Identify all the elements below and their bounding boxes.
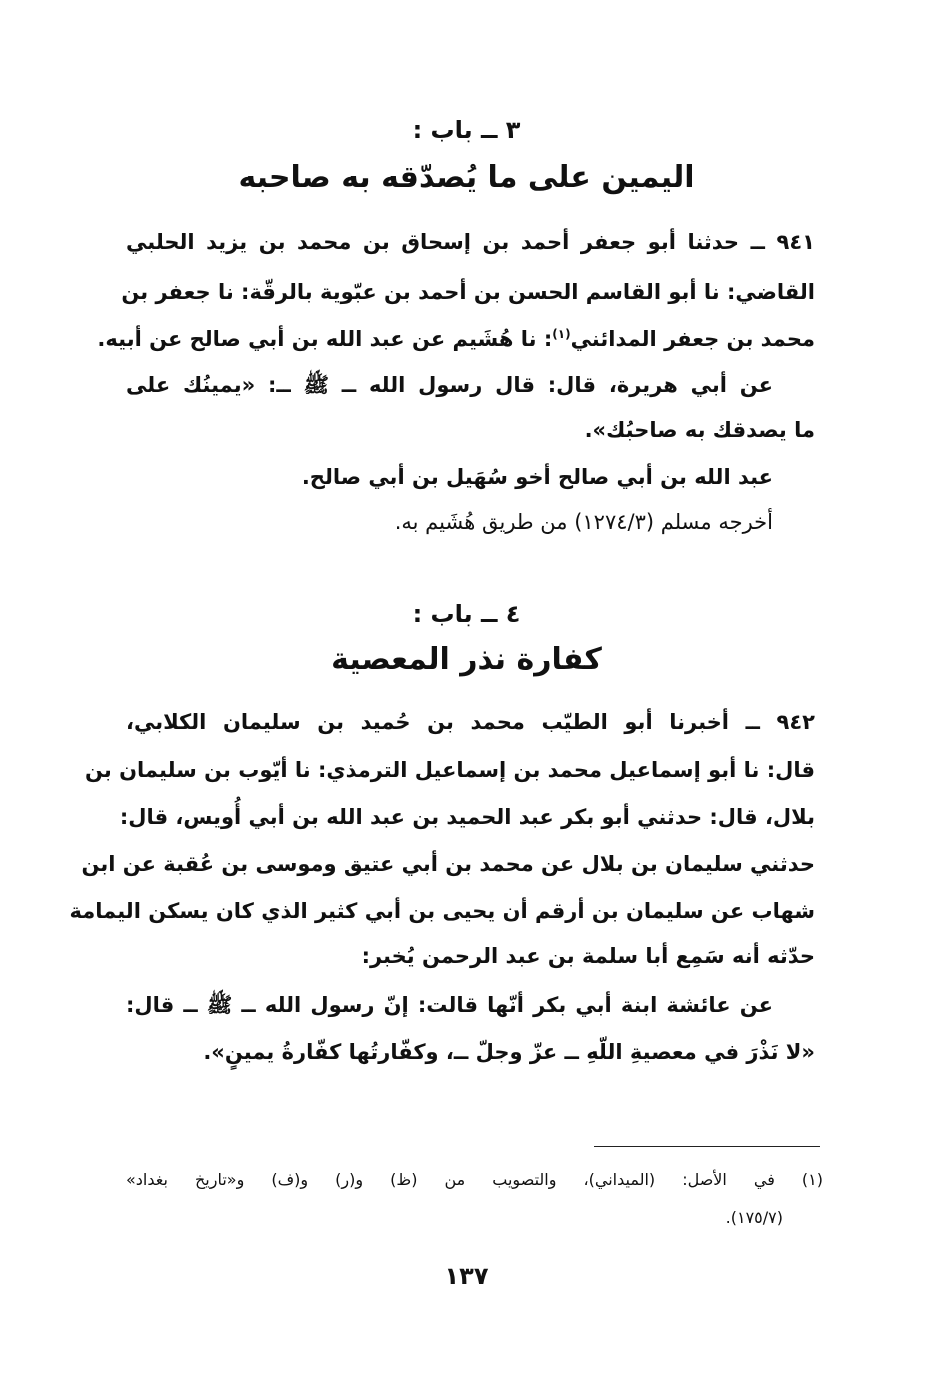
footnote-marker[interactable]: (١) (552, 327, 571, 341)
hadith-941-line-3-rest: : نا هُشَيم عن عبد الله بن أبي صالح عن أبيه. (97, 327, 553, 351)
hadith-941-line-6: عبد الله بن أبي صالح أخو سُهَيل بن أبي صالح. (301, 465, 773, 489)
section-4-label: ٤ ــ باب : (412, 600, 521, 628)
hadith-941-number: ٩٤١ (776, 230, 815, 254)
hadith-942-line-4: حدثني سليمان بن بلال عن محمد بن أبي عتيق وموسى بن عُقبة عن ابن (81, 852, 815, 876)
hadith-941-line-5: ما يصدقك به صاحبُك». (584, 418, 815, 442)
hadith-941-line-3 (97, 327, 815, 351)
hadith-941-line-1 (126, 230, 815, 254)
hadith-941-line-4: عن أبي هريرة، قال: قال رسول الله ــ ﷺ ــ: «يمينُك على (126, 373, 773, 397)
footnote-line-2: (١٧٥/٧). (725, 1208, 783, 1227)
page-number: ١٣٧ (444, 1262, 489, 1290)
hadith-941-line-7: أخرجه مسلم (١٢٧٤/٣) من طريق هُشَيم به. (394, 510, 773, 534)
section-4-title: كفارة نذر المعصية (331, 642, 602, 677)
hadith-942-line-1 (126, 710, 815, 734)
hadith-942-line-5: شهاب عن سليمان بن أرقم أن يحيى بن أبي كثير الذي كان يسكن اليمامة (69, 899, 815, 923)
hadith-942-number: ٩٤٢ (776, 710, 815, 734)
hadith-941-line-3-start: محمد بن جعفر المدائني (570, 327, 815, 351)
hadith-942-line-6: حدّثه أنه سَمِع أبا سلمة بن عبد الرحمن يُخبر: (361, 944, 815, 968)
hadith-942-line-1-text: ــ أخبرنا أبو الطيّب محمد بن حُميد بن سليمان الكلابي، (126, 710, 760, 734)
section-3-label: ٣ ــ باب : (412, 116, 521, 144)
hadith-942-line-3: بلال، قال: حدثني أبو بكر عبد الحميد بن عبد الله بن أبي أُويس، قال: (119, 805, 815, 829)
section-3-title: اليمين على ما يُصدّقه به صاحبه (238, 160, 695, 195)
hadith-942-line-7: عن عائشة ابنة أبي بكر أنّها قالت: إنّ رسول الله ــ ﷺ ــ قال: (126, 993, 773, 1017)
hadith-941-line-1-text: ــ حدثنا أبو جعفر أحمد بن إسحاق بن محمد بن يزيد الحلبي (126, 230, 765, 254)
footnote-divider (594, 1146, 820, 1147)
hadith-942-line-8: «لا نَذْرَ في معصيةِ اللّهِ ــ عزّ وجلّ ــ، وكفّارتُها كفّارةُ يمينٍ». (203, 1040, 815, 1064)
hadith-942-line-2: قال: نا أبو إسماعيل محمد بن إسماعيل الترمذي: نا أيّوب بن سليمان بن (85, 758, 815, 782)
hadith-941-line-2: القاضي: نا أبو القاسم الحسن بن أحمد بن عبّوية بالرقّة: نا جعفر بن (121, 280, 815, 304)
footnote-line-1: (١) في الأصل: (الميداني)، والتصويب من (ظ) و(ر) و(ف) و«تاريخ بغداد» (126, 1170, 823, 1189)
